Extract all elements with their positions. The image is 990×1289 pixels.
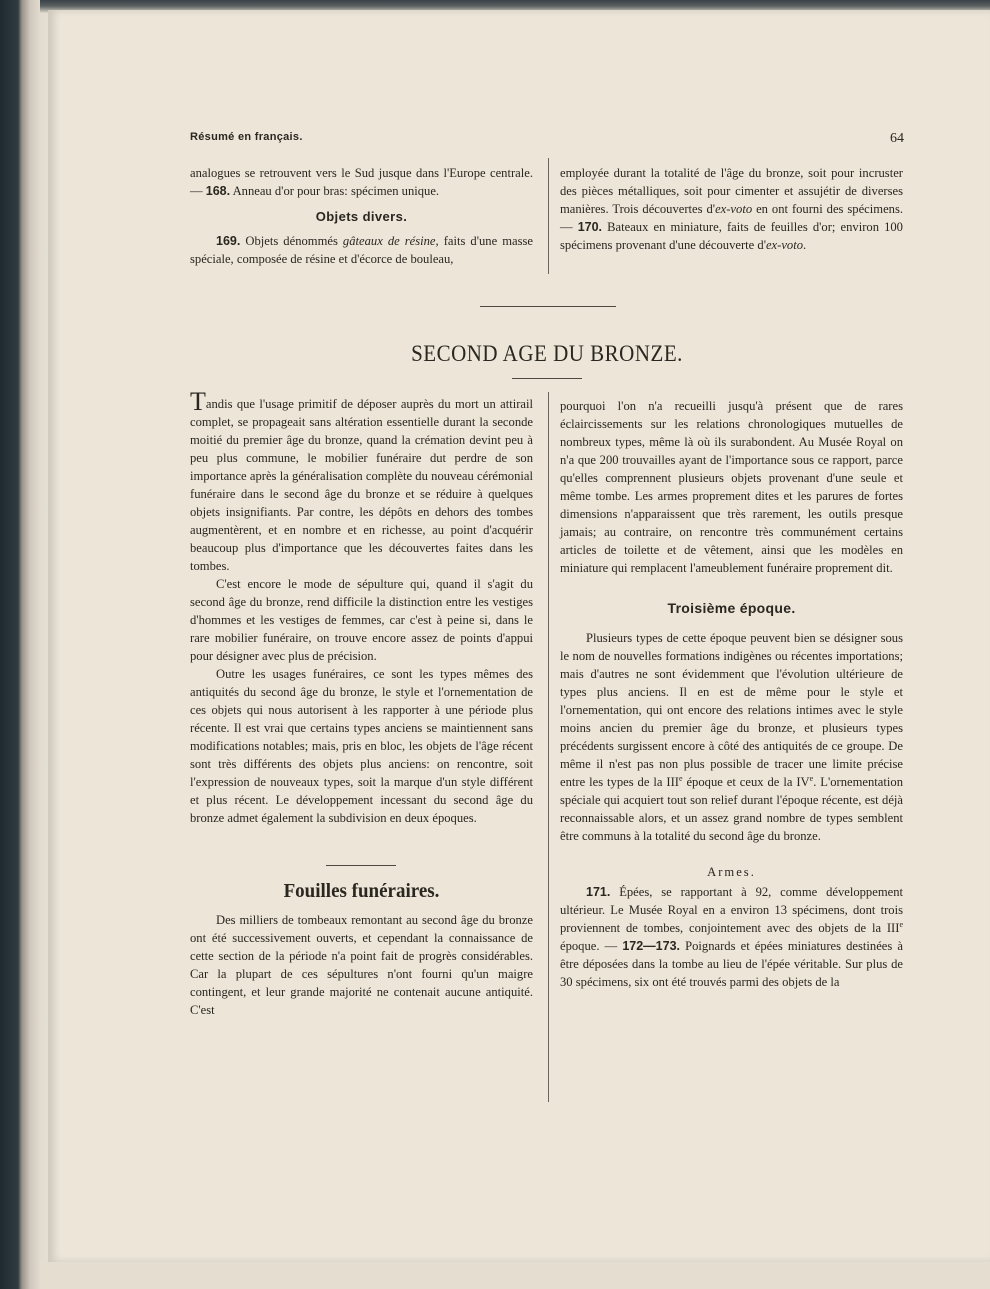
- spacer: [560, 845, 903, 855]
- running-head: [190, 131, 904, 149]
- spacer: [560, 577, 903, 599]
- text-run: époque. —: [560, 939, 618, 953]
- text-run: Anneau d'or pour bras: spécimen unique.: [232, 184, 440, 198]
- text-run: analogues se retrouvent vers le Sud jusque dans l'Europe centrale. —: [190, 166, 533, 198]
- item-number-170: 170.: [577, 220, 603, 234]
- subsection-rule: [326, 865, 396, 866]
- section-title: SECOND AGE DU BRONZE.: [411, 339, 683, 367]
- italic-term: gâteaux de résine,: [342, 234, 439, 248]
- text-run: faits d'une masse spéciale, composée de résine et d'écorce de bouleau,: [190, 234, 533, 266]
- top-left-column: [190, 164, 533, 268]
- paragraph-168: [190, 164, 533, 200]
- text-run: Objets dénommés: [245, 234, 338, 248]
- superscript: e: [678, 773, 683, 783]
- subsection-title-armes: Armes.: [707, 865, 756, 879]
- text-run: Bateaux en miniature, faits de feuilles d'or; environ 100 spécimens provenant d'une découverte d': [560, 220, 903, 252]
- italic-term: ex-voto: [765, 238, 804, 252]
- text-run: employée durant la totalité de l'âge du bronze, soit pour incruster des pièces métalliques, soit pour cimenter et assujétir de diverses manières. Trois découvertes d': [560, 166, 903, 216]
- paragraph-171: [560, 883, 903, 991]
- text-run: .: [803, 238, 807, 252]
- item-number-169: 169.: [216, 234, 241, 248]
- italic-term: ex-voto: [715, 202, 753, 216]
- spacer: [190, 827, 533, 865]
- paragraph: pourquoi l'on n'a recueilli jusqu'à présent que de rares éclaircissements sur les relations chronologiques mutuelles de nombreux types, même là où ils surabondent. Au Musée Royal on n'a que 200 trouvailles ayant de l'importance sous ce rapport, parce qu'elles comprennent plusieurs objets provenant d'une seule et même tombe. Les armes proprement dites et les parures de fortes dimensions n'apparaissent que très rarement, les outils presque jamais; au contraire, on rencontre très communément certains articles de toilette et de vêtement, ainsi que les modèles en miniature qui remplacent l'ameublement funéraire proprement dit.: [560, 399, 903, 575]
- section-rule-top: [480, 306, 616, 307]
- page-number: 64: [890, 131, 904, 146]
- item-number-172-173: 172—173.: [622, 939, 681, 953]
- running-head-title: Résumé en français.: [190, 131, 303, 143]
- text-run: . L'ornementation spéciale qui acquiert tout son relief durant l'époque récente, est déjà reconnaissable alors, et un assez grand nombre de types semblent être communs à la totalité du second âge du bronze.: [560, 775, 903, 843]
- subsection-title-troisieme: Troisième époque.: [667, 600, 796, 616]
- text-run: Épées, se rapportant à 92, comme développement ultérieur. Le Musée Royal en a environ 13 spécimens, dont trois proviennent de tombes, conjointement avec des objets de la III: [560, 885, 903, 935]
- text-run: Plusieurs types de cette époque peuvent bien se désigner sous le nom de nouvelles formations indigènes ou récentes importations; mais d'autres ne sont évidemment que l'évolution ultérieure de types plus anciens. Il en est de même pour le style et l'ornementation, qui ont encore des relations intimes avec le style moins ancien du premier âge du bronze, et plusieurs types précédents surgissent encore à côté des antiquités de ce groupe. De même il n'est pas non plus possible de tracer une limite précise entre les types de la III: [560, 631, 903, 789]
- text-run: en ont fourni des spécimens. —: [560, 202, 904, 234]
- paragraph: C'est encore le mode de sépulture qui, quand il s'agit du second âge du bronze, rend difficile la distinction entre les vestiges d'hommes et les vestiges de femmes, car c'est à peine si, dans le rare mobilier funéraire, on trouve encore assez de points d'appui pour désigner avec plus de précision.: [190, 577, 533, 663]
- text-run: époque et ceux de la IV: [686, 775, 810, 789]
- column-divider-main: [548, 392, 549, 1102]
- main-right-column: [560, 397, 903, 991]
- paragraph-intro: [190, 387, 533, 575]
- paragraph: Des milliers de tombeaux remontant au second âge du bronze ont été successivement ouverts, et cependant la connaissance de cette section de la période n'a point fait de progrès considérables. Car la plupart de ces sépultures n'ont fourni qu'un maigre contingent, et leur grande majorité ne contenait aucune antiquité. C'est: [190, 913, 533, 1017]
- paragraph-169: [190, 232, 533, 268]
- paragraph-170: [560, 164, 903, 254]
- drop-cap: T: [190, 387, 206, 416]
- text-run: Poignards et épées miniatures destinées à être déposées dans la tombe au lieu de l'épée véritable. Sur plus de 30 spécimens, six ont été trouvés parmi des objets de la: [560, 939, 903, 989]
- main-left-column: [190, 387, 533, 1019]
- superscript: e: [809, 773, 814, 783]
- top-right-column: [560, 164, 903, 254]
- paragraph: Outre les usages funéraires, ce sont les types mêmes des antiquités du second âge du bronze, le style et l'ornementation de ces objets qui nous autorisent à les rapporter à une période plus récente. Il est vrai que certains types anciens se maintiennent sans modifications notables; mais, pris en bloc, les objets de l'âge récent sont très différents des objets plus anciens: on rencontre, soit l'expression de nouveaux types, soit la marque d'un style différent et plus récent. Le développement incessant du second âge du bronze admet également la subdivision en deux époques.: [190, 667, 533, 825]
- item-number-171: 171.: [586, 885, 611, 899]
- text-run: andis que l'usage primitif de déposer auprès du mort un attirail complet, se propageait sans altération essentielle durant la seconde moitié du premier âge du bronze, quand la crémation devint peu à peu plus commune, le mobilier funéraire dut perdre de son importance après la généralisation complète du nouveau cérémonial funéraire dans le second âge du bronze et se réduire à quelques objets insignifiants. Par contre, les dépôts en dehors des tombes augmentèrent, et en nombre et en richesse, au point d'acquérir beaucoup plus d'importance que les découvertes faites dans les tombes.: [190, 397, 533, 573]
- subsection-title-fouilles: Fouilles funéraires.: [283, 880, 440, 903]
- subhead-objets-divers: Objets divers.: [315, 209, 408, 224]
- item-number-168: 168.: [205, 184, 231, 198]
- column-divider-top: [548, 158, 549, 274]
- superscript: e: [899, 919, 903, 929]
- page-bottom-margin: [40, 1262, 990, 1289]
- paragraph: [560, 629, 903, 845]
- section-rule-bottom: [512, 378, 582, 379]
